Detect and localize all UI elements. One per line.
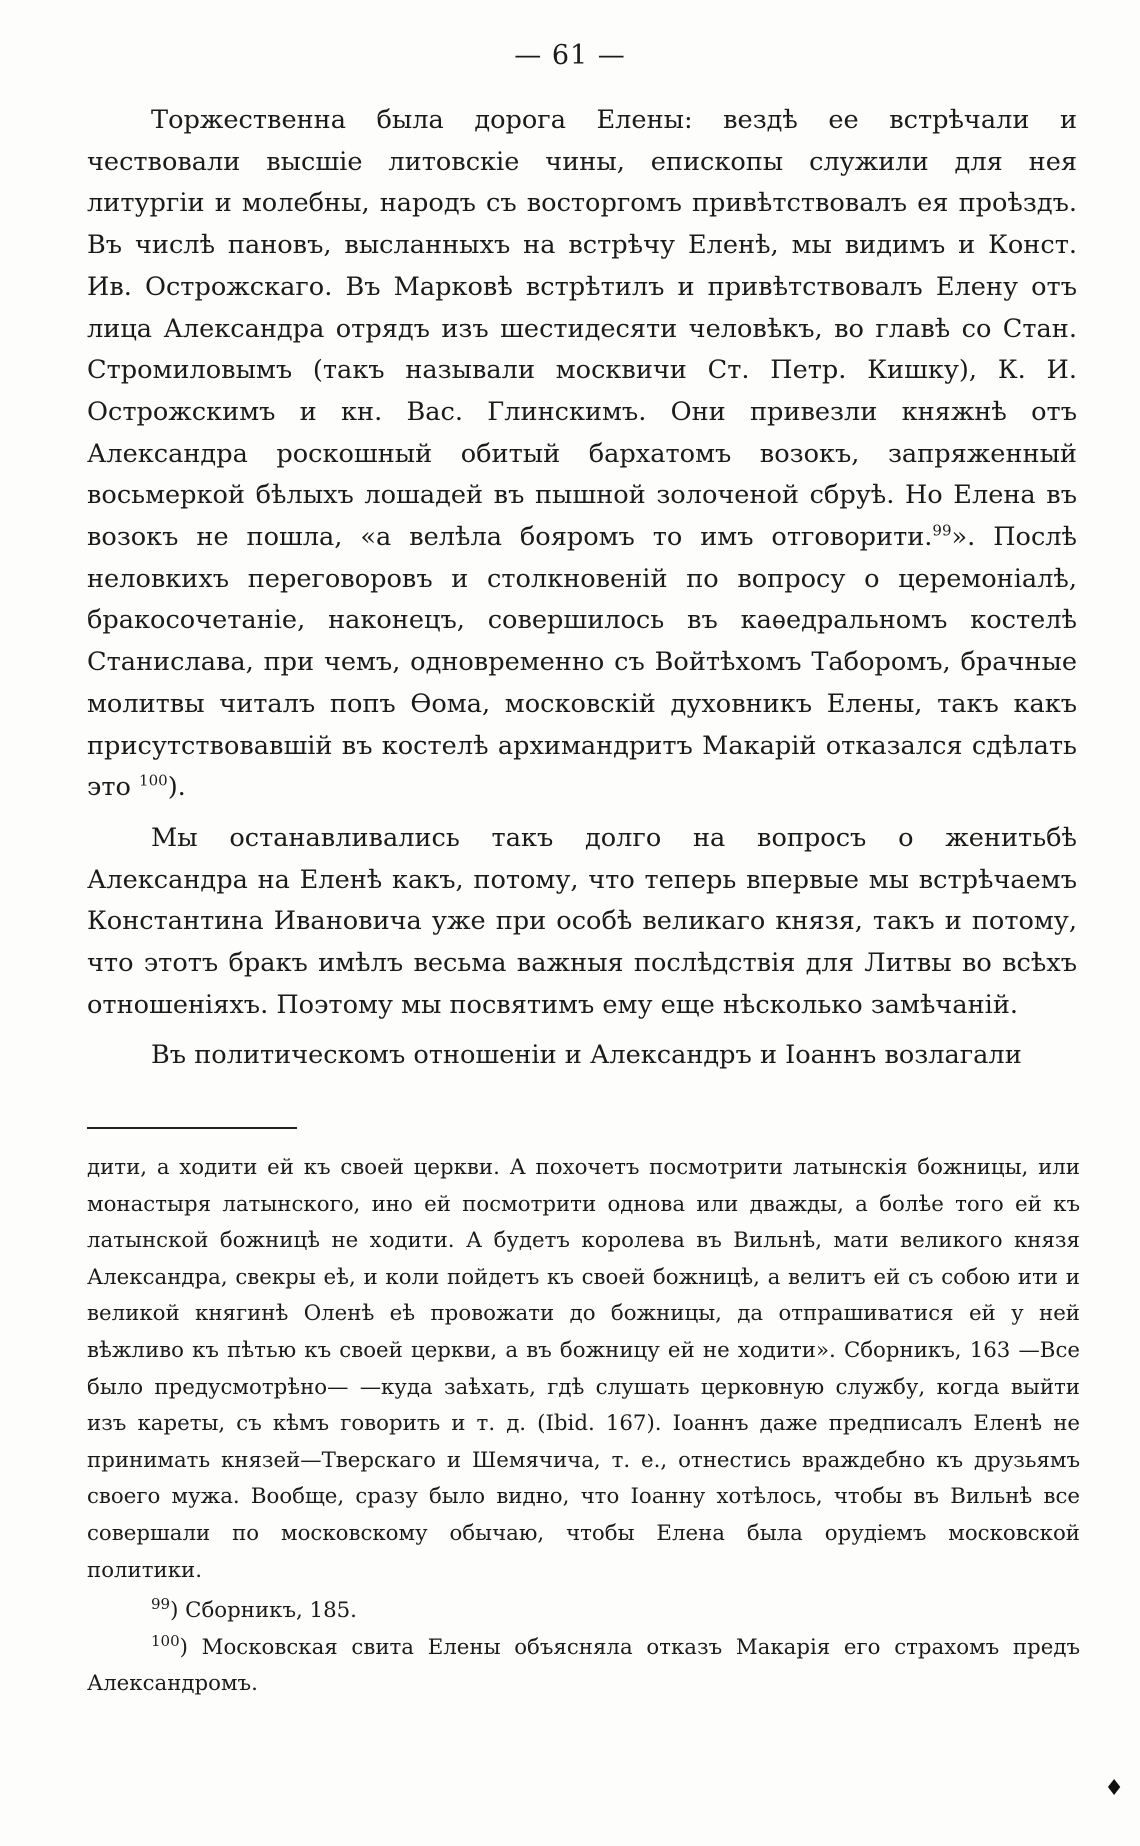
paragraph-1-tail: ». Послѣ неловкихъ переговоровъ и столкновеній по вопросу о церемоніалѣ, бракосочетаніе, наконецъ, совершилось въ каѳедральномъ костелѣ Станислава, при чемъ, одновременно съ Войтѣхомъ Таборомъ, брачные молитвы читалъ попъ Ѳома, московскій духовникъ Елены, такъ какъ присутствовавшій въ костелѣ архимандритъ Макарій отказался сдѣлать это <box>87 522 1077 803</box>
paragraph-1-text: Торжественна была дорога Елены: вездѣ ее встрѣчали и чествовали высшіе литовскіе чины, епископы служили для нея литургіи и молебны, народъ съ восторгомъ привѣтствовалъ ея проѣздъ. Въ числѣ пановъ, высланныхъ на встрѣчу Еленѣ, мы видимъ и Конст. Ив. Острожскаго. Въ Марковѣ встрѣтилъ и привѣтствовалъ Елену отъ лица Александра отрядъ изъ шестидесяти человѣкъ, во главѣ со Стан. Стромиловымъ (такъ называли москвичи Ст. Петр. Кишку), К. И. Острожскимъ и кн. Вас. Глинскимъ. Они привезли княжнѣ отъ Александра роскошный обитый бархатомъ возокъ, запряженный восьмеркой бѣлыхъ лошадей въ пышной золоченой сбруѣ. Но Елена въ возокъ не пошла, «а велѣла бояромъ то имъ отговорити. <box>87 105 1077 553</box>
paragraph-1 <box>87 100 1077 809</box>
paragraph-1-end: ). <box>167 772 186 803</box>
footnotes <box>87 1150 1080 1703</box>
footnote-99-text: ) Сборникъ, 185. <box>170 1598 357 1624</box>
footnote-100 <box>87 1630 1080 1703</box>
footnote-100-text: ) Московская свита Елены объясняла отказъ Макарія его страхомъ предъ Александромъ. <box>87 1634 1080 1697</box>
page-number: — 61 — <box>514 40 626 71</box>
footnote-continuation: дити, а ходити ей къ своей церкви. А похочетъ посмотрити латынскія божницы, или монастыря латынского, ино ей посмотрити однова или дважды, а болѣе того ей къ латынской божницѣ не ходити. А будетъ королева въ Вильнѣ, мати великого князя Александра, свекры еѣ, и коли пойдетъ къ своей божницѣ, а велитъ ей съ собою ити и великой княгинѣ Оленѣ еѣ провожати до божницы, да отпрашиватися ей у ней вѣжливо къ пѣтью къ своей церкви, а въ божницу ей не ходити». Сборникъ, 163 —Все было предусмотрѣно— —куда заѣхать, гдѣ слушать церковную службу, когда выйти изъ кареты, съ кѣмъ говорить и т. д. (Ibid. 167). Іоаннъ даже предписалъ Еленѣ не принимать князей—Тверскаго и Шемячича, т. е., отнестись враждебно къ друзьямъ своего мужа. Вообще, сразу было видно, что Іоанну хотѣлось, чтобы въ Вильнѣ все совершали по московскому обычаю, чтобы Елена была орудіемъ московской политики. <box>87 1155 1080 1583</box>
footnote-100-number: 100 <box>151 1631 180 1650</box>
paragraph-2: Мы останавливались такъ долго на вопросъ о женитьбѣ Александра на Еленѣ какъ, потому, что теперь впервые мы встрѣчаемъ Константина Ивановича уже при особѣ великаго князя, такъ и потому, что этотъ бракъ имѣлъ весьма важныя послѣдствія для Литвы во всѣхъ отношеніяхъ. Поэтому мы посвятимъ ему еще нѣсколько замѣчаній. <box>87 822 1077 1020</box>
margin-mark: ♦ <box>1104 1776 1124 1801</box>
main-text <box>87 100 1077 1086</box>
footnote-99-number: 99 <box>151 1595 171 1614</box>
paragraph-3: Въ политическомъ отношеніи и Александръ и Іоаннъ возлагали <box>151 1040 1022 1071</box>
footnote-99 <box>87 1593 1080 1630</box>
footnote-divider <box>87 1127 297 1129</box>
footnote-ref-100: 100 <box>139 771 168 790</box>
footnote-ref-99: 99 <box>932 521 952 540</box>
